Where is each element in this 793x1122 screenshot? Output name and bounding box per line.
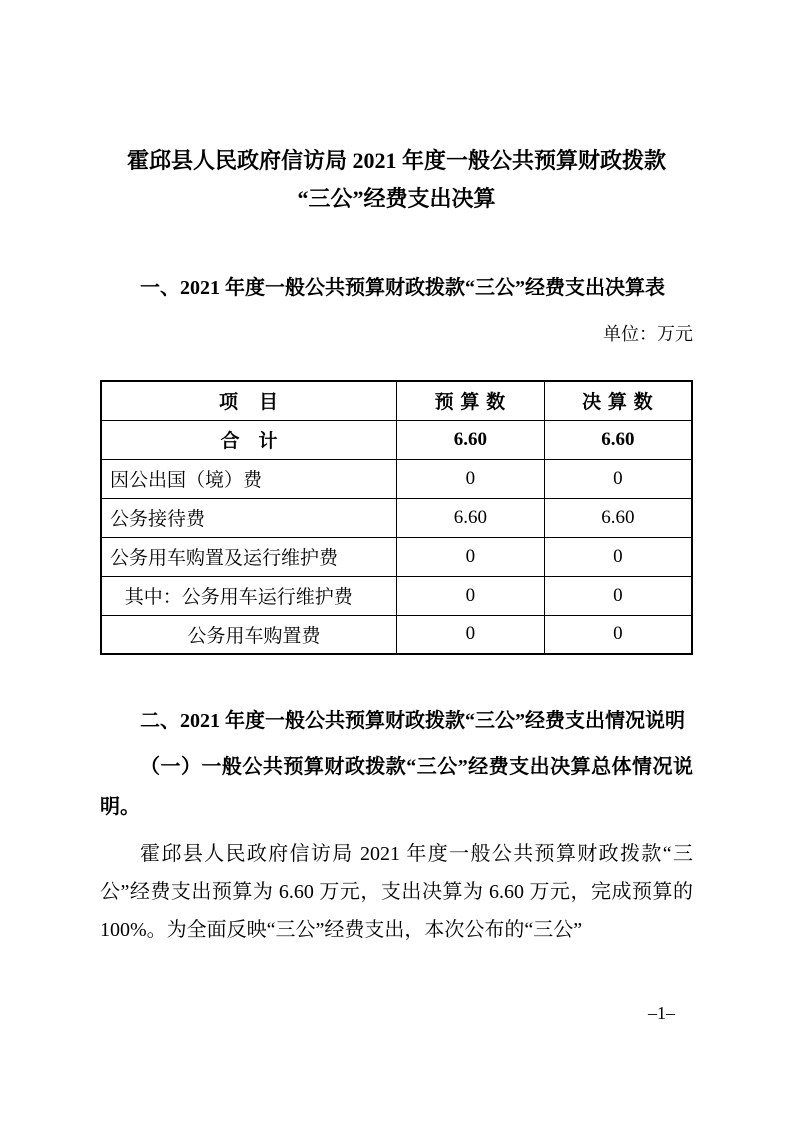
cell-final: 0: [544, 615, 692, 654]
table-row-vehicle-operation: [101, 576, 692, 615]
unit-label: 单位：万元: [603, 324, 693, 344]
cell-final: 0: [544, 459, 692, 498]
document-title: [100, 142, 693, 218]
cell-final: 6.60: [544, 420, 692, 459]
title-line-1: 霍邱县人民政府信访局 2021 年度一般公共预算财政拨款: [126, 148, 666, 173]
table-header-row: [101, 381, 692, 420]
body-paragraph: 霍邱县人民政府信访局 2021 年度一般公共预算财政拨款“三公”经费支出预算为 6.60 万元，支出决算为 6.60 万元，完成预算的 100%。为全面反映“三公”经费支出，本次公布的“三公”: [100, 843, 693, 941]
cell-budget: 0: [397, 576, 545, 615]
page-number: –1–: [648, 1003, 675, 1023]
column-header-final: 决 算 数: [544, 381, 692, 420]
table-row-vehicle-total: [101, 537, 692, 576]
cell-item: 其中：公务用车运行维护费: [101, 576, 397, 615]
cell-item: 因公出国（境）费: [101, 459, 397, 498]
cell-budget: 0: [397, 615, 545, 654]
column-header-item: 项 目: [101, 381, 397, 420]
cell-final: 0: [544, 576, 692, 615]
cell-final: 0: [544, 537, 692, 576]
cell-budget: 0: [397, 537, 545, 576]
section-2-heading: 二、2021 年度一般公共预算财政拨款“三公”经费支出情况说明: [140, 710, 685, 732]
table-row-total: [101, 420, 692, 459]
cell-item: 公务接待费: [101, 498, 397, 537]
subsection-1-heading: （一）一般公共预算财政拨款“三公”经费支出决算总体情况说明。: [100, 756, 693, 818]
cell-item: 公务用车购置及运行维护费: [101, 537, 397, 576]
cell-budget: 6.60: [397, 420, 545, 459]
column-header-budget: 预 算 数: [397, 381, 545, 420]
title-line-2: “三公”经费支出决算: [297, 186, 496, 211]
cell-final: 6.60: [544, 498, 692, 537]
section-1-heading: 一、2021 年度一般公共预算财政拨款“三公”经费支出决算表: [140, 277, 665, 299]
cell-item: 合 计: [101, 420, 397, 459]
cell-budget: 6.60: [397, 498, 545, 537]
budget-table: [100, 380, 693, 655]
table-row-reception: [101, 498, 692, 537]
cell-item: 公务用车购置费: [101, 615, 397, 654]
table-row-abroad: [101, 459, 692, 498]
table-row-vehicle-purchase: [101, 615, 692, 654]
cell-budget: 0: [397, 459, 545, 498]
